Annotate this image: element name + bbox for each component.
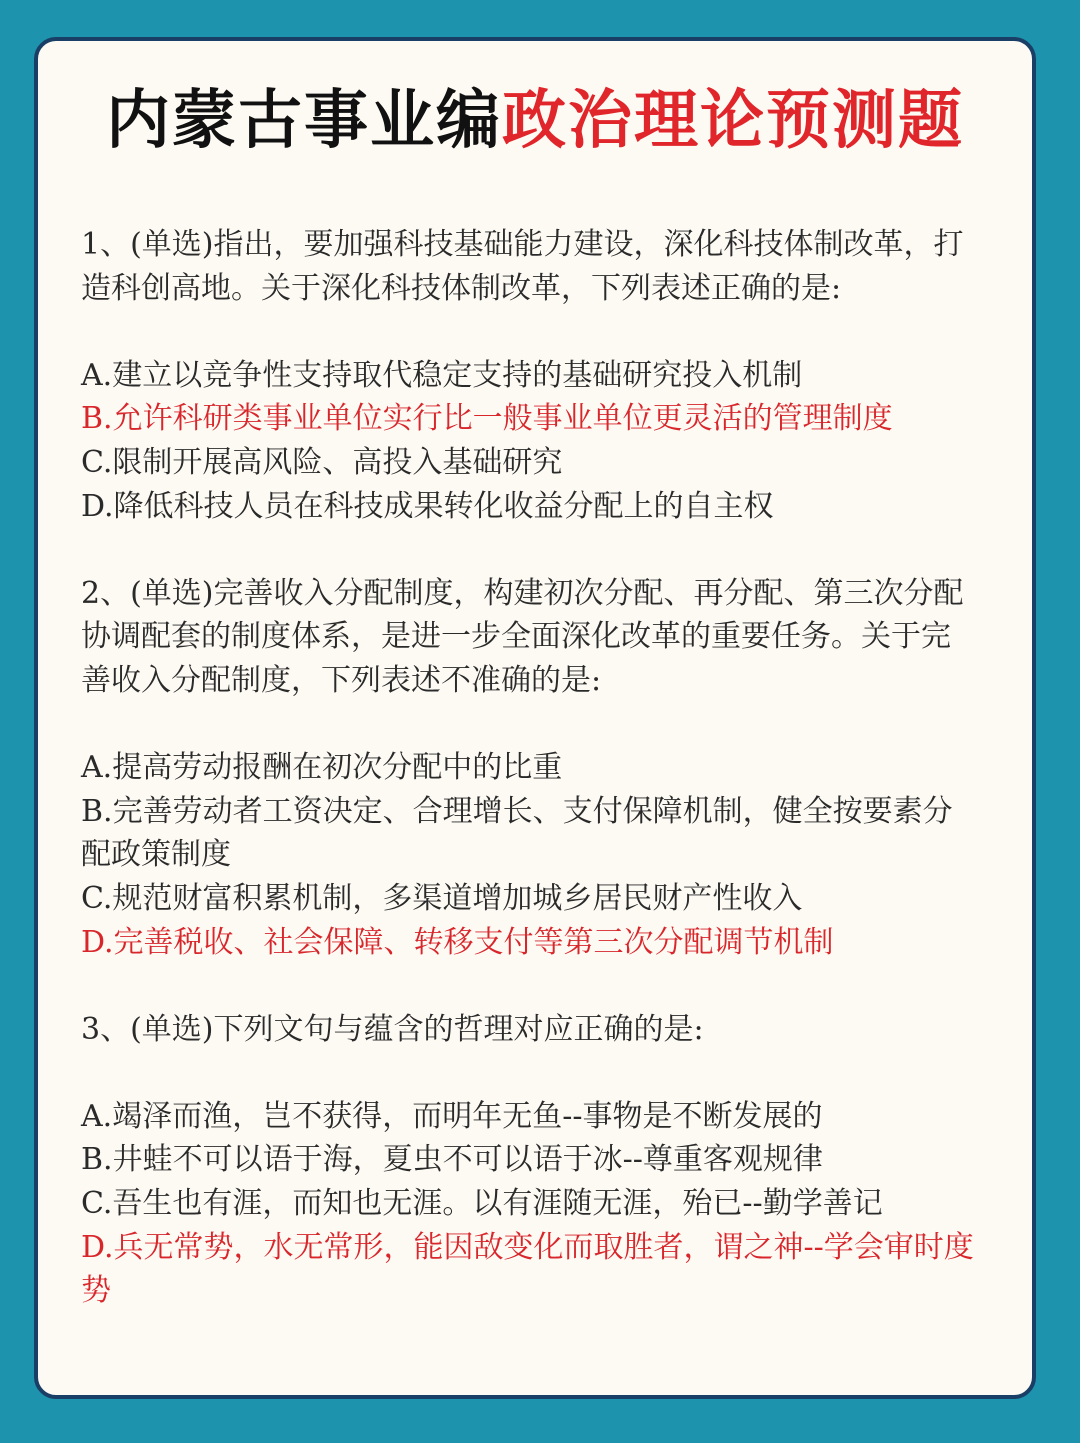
title-red-part: 政治理论预测题 bbox=[502, 84, 964, 158]
option-b-correct: B.允许科研类事业单位实行比一般事业单位更灵活的管理制度 bbox=[81, 401, 893, 437]
option-b: B.井蛙不可以语于海，夏虫不可以语于冰--尊重客观规律 bbox=[81, 1142, 823, 1178]
option-a: A.竭泽而渔，岂不获得，而明年无鱼--事物是不断发展的 bbox=[81, 1098, 823, 1134]
option-a: A.提高劳动报酬在初次分配中的比重 bbox=[81, 750, 563, 786]
question-list bbox=[81, 223, 1011, 1313]
question-stem: 3、(单选)下列文句与蕴含的哲理对应正确的是: bbox=[81, 1011, 704, 1047]
question-1 bbox=[81, 223, 1011, 528]
question-stem: 善收入分配制度，下列表述不准确的是: bbox=[81, 662, 602, 698]
option-c: C.限制开展高风险、高投入基础研究 bbox=[81, 444, 563, 480]
question-3 bbox=[81, 1008, 1011, 1313]
question-stem: 1、(单选)指出，要加强科技基础能力建设，深化科技体制改革，打 bbox=[81, 227, 964, 262]
option-a: A.建立以竞争性支持取代稳定支持的基础研究投入机制 bbox=[81, 357, 803, 393]
option-c: C.规范财富积累机制，多渠道增加城乡居民财产性收入 bbox=[81, 880, 803, 916]
option-d-correct: D.完善税收、社会保障、转移支付等第三次分配调节机制 bbox=[81, 924, 834, 960]
question-stem: 造科创高地。关于深化科技体制改革，下列表述正确的是: bbox=[81, 270, 842, 306]
title-black-part: 内蒙古事业编 bbox=[106, 84, 502, 158]
option-b: 配政策制度 bbox=[81, 837, 231, 873]
option-b: B.完善劳动者工资决定、合理增长、支付保障机制，健全按要素分 bbox=[81, 793, 953, 829]
option-d-correct: 势 bbox=[81, 1273, 111, 1309]
question-stem: 2、(单选)完善收入分配制度，构建初次分配、再分配、第三次分配 bbox=[81, 575, 964, 611]
option-c: C.吾生也有涯，而知也无涯。以有涯随无涯，殆已--勤学善记 bbox=[81, 1186, 883, 1222]
question-card bbox=[34, 37, 1036, 1399]
page-title bbox=[38, 81, 1032, 161]
question-2 bbox=[81, 572, 1011, 964]
option-d: D.降低科技人员在科技成果转化收益分配上的自主权 bbox=[81, 488, 774, 524]
question-stem: 协调配套的制度体系，是进一步全面深化改革的重要任务。关于完 bbox=[81, 619, 951, 655]
option-d-correct: D.兵无常势，水无常形，能因敌变化而取胜者，谓之神--学会审时度 bbox=[81, 1229, 974, 1265]
